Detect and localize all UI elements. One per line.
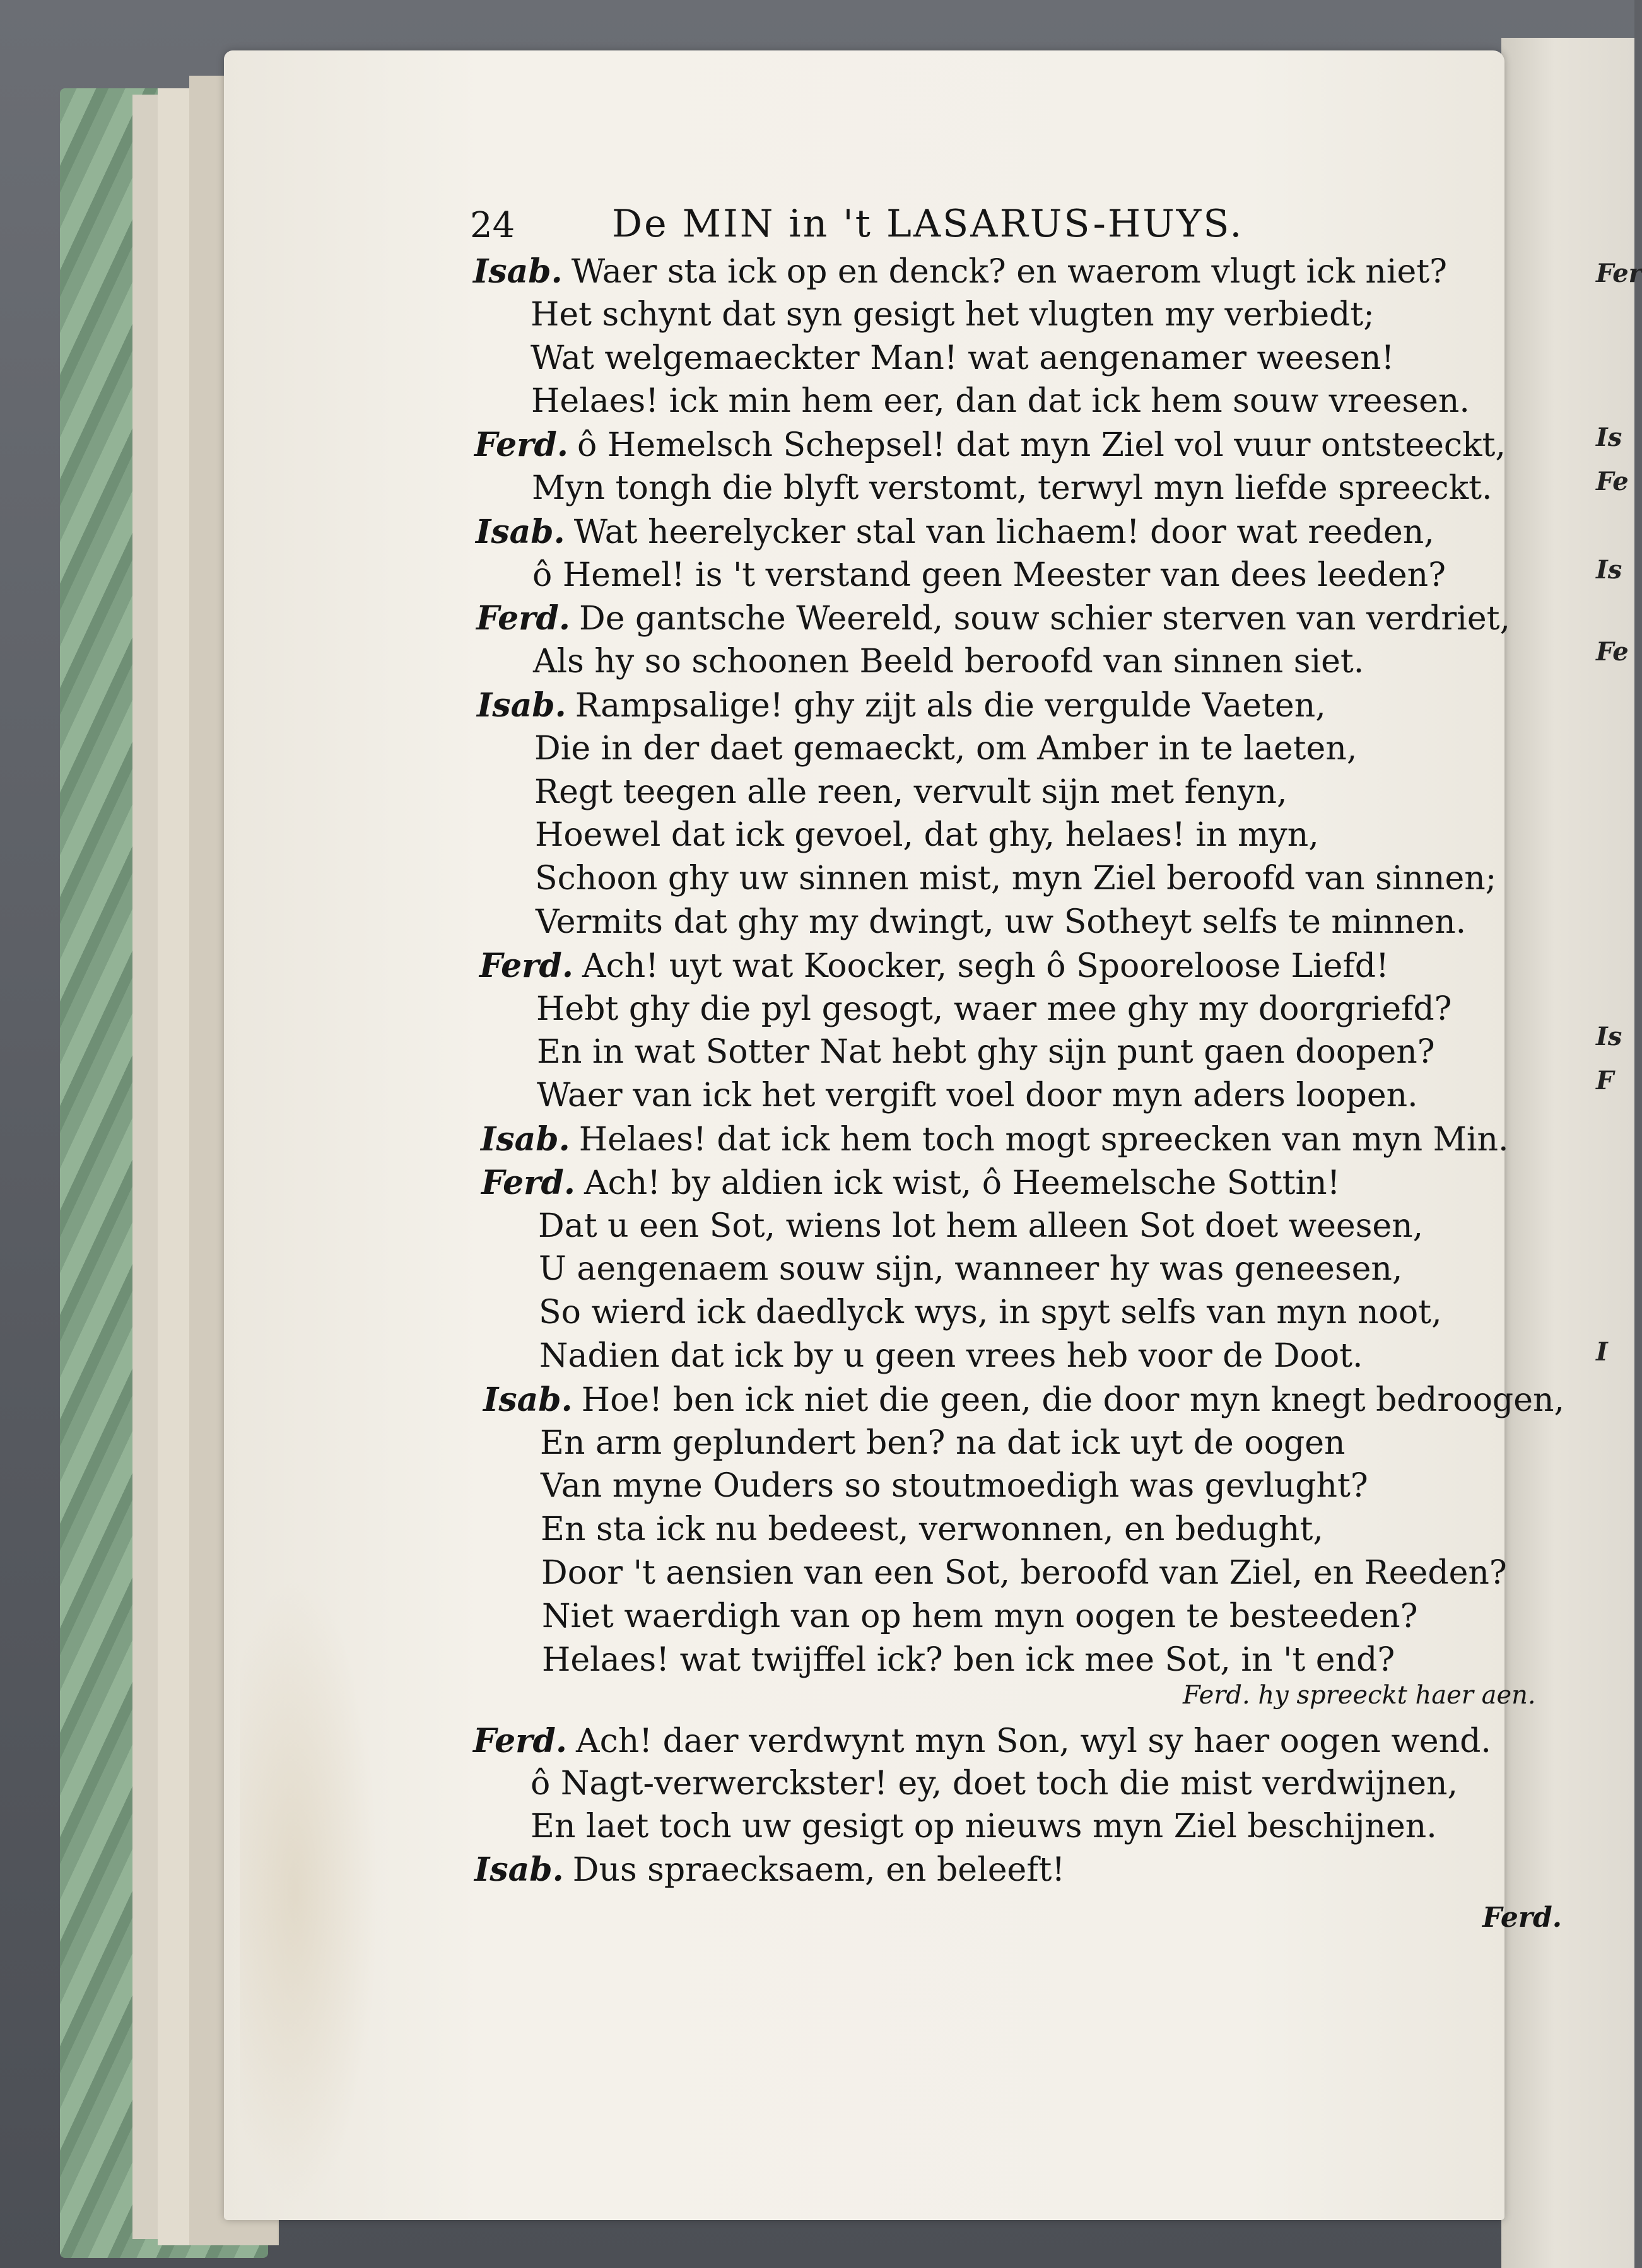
- verse-line: [473, 1722, 1491, 1760]
- verse-text: De gantsche Weereld, souw schier sterven van verdriet,: [579, 600, 1511, 638]
- verse-text: Dus spraecksaem, en beleeft!: [572, 1851, 1065, 1889]
- verse-text: Rampsalige! ghy zijt als die vergulde Vaeten,: [575, 687, 1326, 725]
- verse-text: Ach! by aldien ick wist, ô Heemelsche Sottin!: [584, 1164, 1340, 1202]
- verse-line: [481, 1120, 1509, 1159]
- verse-line: [539, 1294, 1442, 1331]
- verse-text: Niet waerdigh van op hem myn oogen te besteeden?: [542, 1597, 1418, 1635]
- speaker-label: Ferd.: [474, 426, 569, 465]
- verse-text: Die in der daet gemaeckt, om Amber in te laeten,: [534, 729, 1358, 768]
- page-number: 24: [470, 205, 515, 246]
- verse-line: [474, 1850, 1065, 1889]
- verse-text: U aengenaem souw sijn, wanneer hy was geneesen,: [539, 1250, 1403, 1289]
- verse-line: [481, 1164, 1340, 1202]
- verse-text: Door 't aensien van een Sot, beroofd van Ziel, en Reeden?: [541, 1554, 1507, 1592]
- speaker-label: Ferd.: [473, 1722, 568, 1760]
- verse-text: Waer van ick het vergift voel door myn aders loopen.: [537, 1077, 1418, 1115]
- speaker-label: Isab.: [474, 1850, 564, 1889]
- verse-text: Schoon ghy uw sinnen mist, myn Ziel beroofd van sinnen;: [535, 860, 1497, 898]
- verse-line: [536, 990, 1452, 1028]
- margin-fragment: F: [1596, 1066, 1614, 1096]
- speaker-label: Isab.: [481, 1120, 570, 1159]
- verse-text: So wierd ick daedlyck wys, in spyt selfs van myn noot,: [539, 1294, 1442, 1332]
- verse-line: [531, 1808, 1437, 1845]
- verse-line: [477, 686, 1326, 725]
- margin-fragment: Is: [1596, 1022, 1622, 1051]
- verse-text: Vermits dat ghy my dwingt, uw Sotheyt selfs te minnen.: [536, 903, 1467, 941]
- verse-text: Hebt ghy die pyl gesogt, waer mee ghy my doorgriefd?: [536, 990, 1452, 1028]
- verse-line: [542, 1641, 1395, 1679]
- speaker-label: Isab.: [473, 252, 563, 291]
- verse-line: [531, 339, 1394, 377]
- verse-line: [483, 1381, 1564, 1419]
- verse-line: [539, 1250, 1402, 1288]
- verse-text: Helaes! wat twijffel ick? ben ick mee Sot, in 't end?: [542, 1640, 1395, 1679]
- verse-line: [539, 1337, 1363, 1375]
- margin-fragment: Fe: [1596, 637, 1629, 667]
- verse-text: Helaes! ick min hem eer, dan dat ick hem souw vreesen.: [531, 382, 1470, 421]
- verse-text: Het schynt dat syn gesigt het vlugten my verbiedt;: [531, 295, 1375, 334]
- catchword: Ferd.: [1482, 1902, 1563, 1934]
- verse-line: [541, 1511, 1323, 1548]
- verse-text: En laet toch uw gesigt op nieuws myn Ziel beschijnen.: [531, 1808, 1437, 1845]
- speaker-label: Isab.: [476, 512, 565, 551]
- verse-text: En sta ick nu bedeest, verwonnen, en bedught,: [541, 1511, 1323, 1549]
- verse-line: [534, 773, 1287, 811]
- verse-line: [537, 1077, 1418, 1114]
- verse-text: Wat welgemaeckter Man! wat aengenamer weesen!: [531, 339, 1395, 377]
- margin-fragment: Is: [1596, 555, 1622, 585]
- speaker-label: Isab.: [477, 686, 566, 725]
- verse-text: Als hy so schoonen Beeld beroofd van sinnen siet.: [533, 643, 1364, 681]
- margin-fragment: Fer: [1596, 259, 1642, 288]
- speaker-label: Ferd.: [479, 946, 574, 985]
- verse-line: [532, 469, 1492, 507]
- verse-text: En in wat Sotter Nat hebt ghy sijn punt gaen doopen?: [537, 1033, 1435, 1072]
- verse-line: [537, 1033, 1435, 1071]
- verse-line: [476, 599, 1510, 638]
- verse-line: [541, 1554, 1507, 1592]
- verse-line: [535, 816, 1319, 854]
- verse-text: Ach! daer verdwynt myn Son, wyl sy haer oogen wend.: [576, 1722, 1491, 1760]
- running-head: De MIN in 't LASARUS-HUYS.: [612, 202, 1244, 246]
- verse-line: [540, 1424, 1346, 1462]
- speaker-label: Ferd.: [481, 1163, 576, 1202]
- margin-fragment: Is: [1596, 423, 1622, 452]
- margin-fragment: I: [1596, 1337, 1608, 1367]
- verse-text: Myn tongh die blyft verstomt, terwyl myn liefde spreeckt.: [532, 469, 1492, 507]
- verse-text: Wat heerelycker stal van lichaem! door wat reeden,: [573, 513, 1434, 551]
- verse-line: [535, 860, 1496, 897]
- verse-text: Waer sta ick op en denck? en waerom vlugt ick niet?: [571, 253, 1448, 291]
- verse-line: [476, 513, 1434, 551]
- speaker-label: Isab.: [483, 1380, 573, 1419]
- verse-text: ô Hemel! is 't verstand geen Meester van dees leeden?: [532, 556, 1446, 594]
- verse-line: [474, 426, 1506, 464]
- verse-line: [536, 903, 1466, 941]
- verse-line: [532, 556, 1446, 594]
- verse-text: Hoewel dat ick gevoel, dat ghy, helaes! in myn,: [535, 816, 1319, 855]
- verse-line: [531, 296, 1375, 334]
- verse-text: Hoe! ben ick niet die geen, die door myn knegt bedroogen,: [581, 1381, 1565, 1419]
- verse-text: Ach! uyt wat Koocker, segh ô Spooreloose Liefd!: [582, 947, 1389, 985]
- verse-text: ô Hemelsch Schepsel! dat myn Ziel vol vuur ontsteeckt,: [577, 426, 1506, 465]
- verse-text: Regt teegen alle reen, vervult sijn met fenyn,: [534, 773, 1287, 811]
- verse-line: [533, 643, 1364, 681]
- verse-line: [473, 252, 1447, 291]
- verse-text: Helaes! dat ick hem toch mogt spreecken van myn Min.: [578, 1121, 1509, 1159]
- verse-line: [479, 947, 1389, 985]
- verse-line: [541, 1467, 1368, 1505]
- verse-text: Van myne Ouders so stoutmoedigh was gevlught?: [541, 1467, 1368, 1505]
- verse-line: [534, 730, 1357, 768]
- verse-line: [531, 1765, 1458, 1803]
- verse-text: Dat u een Sot, wiens lot hem alleen Sot doet weesen,: [538, 1207, 1424, 1245]
- verse-line: [531, 382, 1470, 420]
- verse-text: Nadien dat ick by u geen vrees heb voor de Doot.: [539, 1337, 1363, 1375]
- verse-line: [542, 1598, 1418, 1635]
- margin-fragment: Fe: [1596, 467, 1629, 496]
- verse-line: [538, 1207, 1423, 1245]
- speaker-label: Ferd.: [476, 599, 571, 638]
- stage-direction: Ferd. hy spreeckt haer aen.: [1183, 1681, 1536, 1710]
- verse-text: En arm geplundert ben? na dat ick uyt de oogen: [540, 1423, 1346, 1462]
- verse-text: ô Nagt-verwerckster! ey, doet toch die mist verdwijnen,: [531, 1765, 1458, 1803]
